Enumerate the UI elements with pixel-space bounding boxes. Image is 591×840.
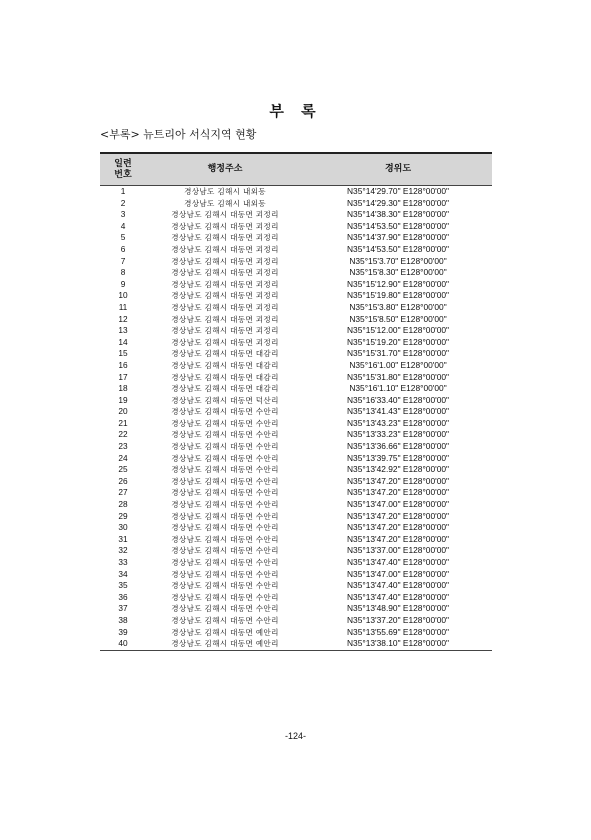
row-number: 9 — [120, 278, 126, 289]
row-number: 18 — [118, 383, 128, 394]
row-address: 경상남도 김해시 내외동 — [184, 187, 266, 196]
row-coordinates: N35°14'29.30" E128°00'00" — [347, 197, 449, 208]
row-address: 경상남도 김해시 대동면 괴정리 — [171, 337, 279, 347]
row-coordinates: N35°13'47.40" E128°00'00" — [347, 557, 449, 567]
row-coordinates: N35°13'42.92" E128°00'00" — [347, 464, 449, 475]
row-coordinates: N35°15'12.00" E128°00'00" — [347, 325, 449, 336]
table-header-row — [100, 153, 492, 186]
row-coordinates: N35°15'8.50" E128°00'00" — [349, 313, 447, 324]
row-address: 경상남도 김해시 대동면 수안리 — [171, 488, 279, 498]
row-coordinates: N35°13'41.43" E128°00'00" — [347, 406, 449, 417]
row-address: 경상남도 김해시 대동면 수안리 — [171, 476, 279, 486]
table-row — [100, 627, 492, 639]
row-address: 경상남도 김해시 대동면 수안리 — [171, 500, 279, 510]
row-coordinates: N35°15'3.80" E128°00'00" — [349, 301, 447, 312]
table-row — [100, 348, 492, 360]
row-address: 경상남도 김해시 대동면 수안리 — [171, 581, 279, 591]
row-coordinates: N35°13'38.10" E128°00'00" — [347, 638, 449, 649]
header-serial-line1: 일련 — [114, 158, 132, 169]
row-address: 경상남도 김해시 대동면 수안리 — [171, 465, 279, 475]
table-row — [100, 290, 492, 302]
row-number: 21 — [118, 417, 128, 428]
row-address: 경상남도 김해시 대동면 수안리 — [171, 523, 279, 533]
row-coordinates: N35°15'3.70" E128°00'00" — [349, 255, 447, 266]
table-row — [100, 499, 492, 511]
row-address: 경상남도 김해시 대동면 괴정리 — [171, 268, 279, 278]
table-row — [100, 418, 492, 430]
row-address: 경상남도 김해시 대동면 괴정리 — [171, 279, 279, 289]
table-row — [100, 638, 492, 650]
table-row — [100, 557, 492, 569]
table-row — [100, 487, 492, 499]
row-address: 경상남도 김해시 대동면 괴정리 — [171, 210, 279, 220]
table-row — [100, 279, 492, 291]
row-number: 3 — [120, 209, 126, 220]
table-body — [100, 186, 492, 651]
row-address: 경상남도 김해시 내외동 — [184, 198, 266, 208]
row-coordinates: N35°14'53.50" E128°00'00" — [347, 220, 449, 231]
header-address: 행정주소 — [146, 153, 304, 186]
row-coordinates: N35°15'12.90" E128°00'00" — [347, 278, 449, 289]
row-number: 10 — [118, 290, 128, 301]
row-coordinates: N35°13'48.90" E128°00'00" — [347, 603, 449, 614]
row-number: 22 — [118, 429, 128, 440]
table-row — [100, 221, 492, 233]
table-row — [100, 580, 492, 592]
header-serial-number — [100, 153, 146, 186]
row-address: 경상남도 김해시 대동면 괴정리 — [171, 326, 279, 336]
header-serial-line2: 번호 — [114, 169, 132, 180]
row-number: 13 — [118, 325, 128, 336]
row-number: 19 — [118, 394, 128, 405]
row-number: 37 — [118, 603, 128, 614]
row-number: 2 — [120, 197, 126, 208]
row-number: 4 — [120, 220, 126, 231]
table-row — [100, 603, 492, 615]
table-row — [100, 441, 492, 453]
row-address: 경상남도 김해시 대동면 예안리 — [171, 639, 279, 649]
table-row — [100, 545, 492, 557]
row-address: 경상남도 김해시 대동면 대감리 — [171, 349, 279, 359]
row-address: 경상남도 김해시 대동면 수안리 — [171, 430, 279, 440]
table-row — [100, 267, 492, 279]
row-coordinates: N35°13'37.00" E128°00'00" — [347, 545, 449, 556]
page-number: -124- — [284, 731, 306, 741]
row-number: 8 — [120, 267, 126, 278]
row-number: 23 — [118, 441, 128, 452]
row-coordinates: N35°15'8.30" E128°00'00" — [349, 267, 447, 278]
row-coordinates: N35°14'53.50" E128°00'00" — [347, 243, 449, 254]
row-address: 경상남도 김해시 대동면 수안리 — [171, 453, 279, 463]
table-row — [100, 615, 492, 627]
row-number: 35 — [118, 580, 128, 591]
page-title: 부 록 — [269, 102, 322, 120]
row-number: 29 — [118, 510, 128, 521]
row-coordinates: N35°13'47.20" E128°00'00" — [347, 475, 449, 486]
row-number: 11 — [118, 301, 128, 312]
row-address: 경상남도 김해시 대동면 대감리 — [171, 360, 279, 370]
table-row — [100, 406, 492, 418]
table-row — [100, 337, 492, 349]
row-coordinates: N35°16'33.40" E128°00'00" — [347, 394, 449, 405]
row-number: 27 — [118, 487, 128, 498]
table-row — [100, 592, 492, 604]
row-coordinates: N35°13'33.23" E128°00'00" — [347, 429, 449, 440]
row-coordinates: N35°14'37.90" E128°00'00" — [347, 232, 449, 243]
row-coordinates: N35°14'38.30" E128°00'00" — [347, 209, 449, 220]
row-address: 경상남도 김해시 대동면 수안리 — [171, 604, 279, 614]
table-row — [100, 383, 492, 395]
row-coordinates: N35°14'29.70" E128°00'00" — [347, 186, 449, 196]
table-row — [100, 244, 492, 256]
row-number: 24 — [118, 452, 128, 463]
row-address: 경상남도 김해시 대동면 수안리 — [171, 534, 279, 544]
row-coordinates: N35°13'47.00" E128°00'00" — [347, 499, 449, 510]
row-number: 7 — [120, 255, 126, 266]
table-row — [100, 464, 492, 476]
row-address: 경상남도 김해시 대동면 대감리 — [171, 372, 279, 382]
row-address: 경상남도 김해시 대동면 수안리 — [171, 407, 279, 417]
row-address: 경상남도 김해시 대동면 수안리 — [171, 558, 279, 567]
table-row — [100, 511, 492, 523]
row-coordinates: N35°13'55.69" E128°00'00" — [347, 626, 449, 637]
row-coordinates: N35°13'43.23" E128°00'00" — [347, 417, 449, 428]
row-coordinates: N35°13'47.20" E128°00'00" — [347, 487, 449, 498]
table-row — [100, 360, 492, 372]
header-coordinates: 경위도 — [304, 153, 492, 186]
row-coordinates: N35°13'47.40" E128°00'00" — [347, 580, 449, 591]
table-row — [100, 325, 492, 337]
table-row — [100, 476, 492, 488]
row-number: 17 — [118, 371, 128, 382]
table-caption: <부록> 뉴트리아 서식지역 현황 — [100, 128, 257, 141]
row-address: 경상남도 김해시 대동면 괴정리 — [171, 233, 279, 243]
row-number: 26 — [118, 475, 128, 486]
row-number: 5 — [120, 232, 126, 243]
row-number: 28 — [118, 499, 128, 510]
table-row — [100, 198, 492, 210]
row-coordinates: N35°13'47.20" E128°00'00" — [347, 522, 449, 533]
table-row — [100, 302, 492, 314]
row-address: 경상남도 김해시 대동면 수안리 — [171, 569, 279, 579]
table-row — [100, 522, 492, 534]
row-number: 1 — [120, 186, 126, 196]
row-number: 40 — [118, 638, 128, 649]
row-number: 33 — [118, 557, 128, 567]
table-row — [100, 569, 492, 581]
row-coordinates: N35°13'47.20" E128°00'00" — [347, 510, 449, 521]
row-number: 15 — [118, 348, 128, 359]
table-row — [100, 232, 492, 244]
row-coordinates: N35°13'36.66" E128°00'00" — [347, 441, 449, 452]
row-number: 20 — [118, 406, 128, 417]
row-address: 경상남도 김해시 대동면 수안리 — [171, 546, 279, 556]
table-row — [100, 186, 492, 198]
row-coordinates: N35°15'19.20" E128°00'00" — [347, 336, 449, 347]
row-address: 경상남도 김해시 대동면 예안리 — [171, 627, 279, 637]
row-address: 경상남도 김해시 대동면 대감리 — [171, 384, 279, 394]
row-coordinates: N35°16'1.10" E128°00'00" — [349, 383, 447, 394]
table-row — [100, 534, 492, 546]
row-address: 경상남도 김해시 대동면 괴정리 — [171, 244, 279, 254]
row-number: 39 — [118, 626, 128, 637]
row-number: 14 — [118, 336, 128, 347]
row-address: 경상남도 김해시 대동면 수안리 — [171, 592, 279, 602]
row-coordinates: N35°13'39.75" E128°00'00" — [347, 452, 449, 463]
row-number: 34 — [118, 568, 128, 579]
row-address: 경상남도 김해시 대동면 수안리 — [171, 615, 279, 625]
table-row — [100, 429, 492, 441]
row-address: 경상남도 김해시 대동면 괴정리 — [171, 314, 279, 324]
row-coordinates: N35°15'19.80" E128°00'00" — [347, 290, 449, 301]
row-number: 6 — [120, 243, 126, 254]
row-number: 31 — [118, 533, 128, 544]
table-row — [100, 314, 492, 326]
row-number: 38 — [118, 614, 128, 625]
table-row — [100, 256, 492, 268]
row-coordinates: N35°15'31.70" E128°00'00" — [347, 348, 449, 359]
row-address: 경상남도 김해시 대동면 괴정리 — [171, 302, 279, 312]
row-number: 36 — [118, 591, 128, 602]
row-address: 경상남도 김해시 대동면 수안리 — [171, 442, 279, 452]
row-coordinates: N35°13'47.00" E128°00'00" — [347, 568, 449, 579]
row-address: 경상남도 김해시 대동면 덕산리 — [171, 395, 279, 405]
table-row — [100, 372, 492, 384]
table-row — [100, 209, 492, 221]
row-number: 12 — [118, 313, 128, 324]
row-address: 경상남도 김해시 대동면 괴정리 — [171, 291, 279, 301]
row-coordinates: N35°13'37.20" E128°00'00" — [347, 614, 449, 625]
row-number: 30 — [118, 522, 128, 533]
row-coordinates: N35°13'47.20" E128°00'00" — [347, 533, 449, 544]
row-coordinates: N35°13'47.40" E128°00'00" — [347, 591, 449, 602]
row-number: 16 — [118, 359, 128, 370]
table-row — [100, 453, 492, 465]
table-row — [100, 395, 492, 407]
row-address: 경상남도 김해시 대동면 괴정리 — [171, 221, 279, 231]
row-address: 경상남도 김해시 대동면 수안리 — [171, 511, 279, 521]
habitat-table — [100, 152, 492, 651]
row-number: 32 — [118, 545, 128, 556]
row-number: 25 — [118, 464, 128, 475]
row-address: 경상남도 김해시 대동면 괴정리 — [171, 256, 279, 266]
row-coordinates: N35°15'31.80" E128°00'00" — [347, 371, 449, 382]
row-address: 경상남도 김해시 대동면 수안리 — [171, 418, 279, 428]
row-coordinates: N35°16'1.00" E128°00'00" — [349, 359, 447, 370]
